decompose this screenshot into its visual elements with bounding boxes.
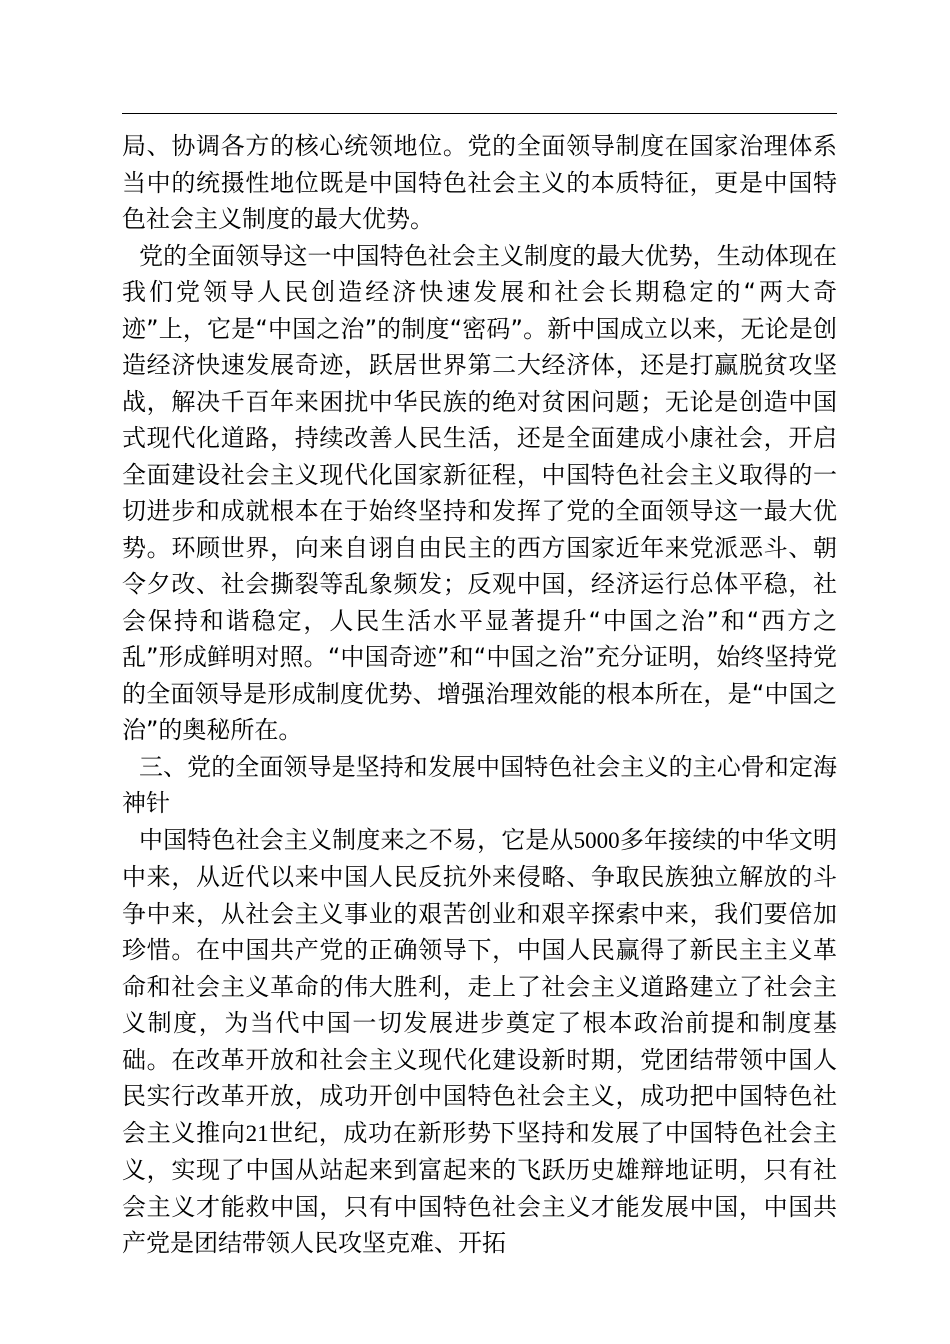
number-5000: 5000: [573, 827, 620, 853]
paragraph-comprehensive-leadership: 党的全面领导这一中国特色社会主义制度的最大优势，生动体现在我们党领导人民创造经济快速发展和社会长期稳定的“两大奇迹”上，它是“中国之治”的制度“密码”。新中国成立以来，无论是创造经济快速发展奇迹，跃居世界第二大经济体，还是打赢脱贫攻坚战，解决千百年来困扰中华民族的绝对贫困问题；无论是创造中国式现代化道路，持续改善人民生活，还是全面建成小康社会，开启全面建设社会主义现代化国家新征程，中国特色社会主义取得的一切进步和成就根本在于始终坚持和发挥了党的全面领导这一最大优势。环顾世界，向来自诩自由民主的西方国家近年来党派恶斗、朝令夕改、社会撕裂等乱象频发；反观中国，经济运行总体平稳，社会保持和谐稳定，人民生活水平显著提升“中国之治”和“西方之乱”形成鲜明对照。“中国奇迹”和“中国之治”充分证明，始终坚持党的全面领导是形成制度优势、增强治理效能的根本所在，是“中国之治”的奥秘所在。: [122, 241, 837, 744]
paragraph-text-segment: 多年接续的中华文明中来，从近代以来中国人民反抗外来侵略、争取民族独立解放的斗争中来，从社会主义事业的艰苦创业和艰辛探索中来，我们要倍加珍惜。在中国共产党的正确领导下，中国人民赢得了新民主主义革命和社会主义革命的伟大胜利，走上了社会主义道路建立了社会主义制度，为当代中国一切发展进步奠定了根本政治前提和制度基础。在改革开放和社会主义现代化建设新时期，党团结带领中国人民实行改革开放，成功开创中国特色社会主义，成功把中国特色社会主义推向: [122, 825, 838, 1147]
number-21: 21: [245, 1120, 269, 1146]
paragraph-text-segment: 世纪，成功在新形势下坚持和发展了中国特色社会主义，实现了中国从站起来到富起来的飞跃历史雄辩地证明，只有社会主义才能救中国，只有中国特色社会主义才能发展中国，中国共产党是团结带领人民攻坚克难、开拓: [122, 1118, 838, 1257]
paragraph-continuation: 局、协调各方的核心统领地位。党的全面领导制度在国家治理体系当中的统摄性地位既是中国特色社会主义的本质特征，更是中国特色社会主义制度的最大优势。: [122, 132, 837, 233]
paragraph-text-segment: 中国特色社会主义制度来之不易，它是从: [139, 825, 574, 854]
header-rule: [122, 113, 837, 114]
section-heading-three: 三、党的全面领导是坚持和发展中国特色社会主义的主心骨和定海神针: [122, 752, 837, 817]
paragraph-socialist-system: [122, 822, 837, 1262]
body-text: [122, 128, 837, 1262]
